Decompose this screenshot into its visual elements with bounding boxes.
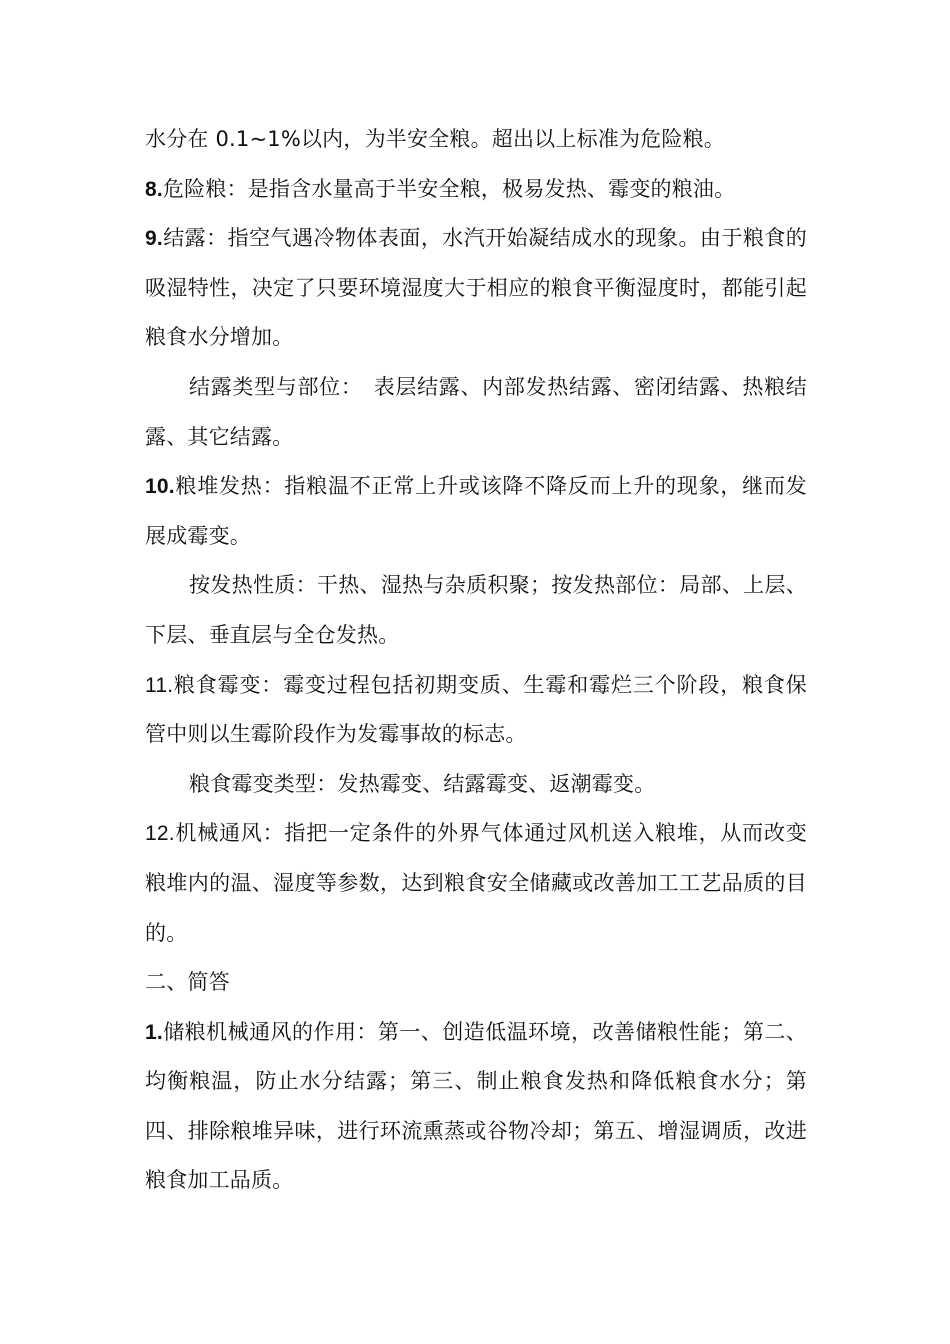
paragraph-text: 危险粮：是指含水量高于半安全粮，极易发热、霉变的粮油。 [162,176,736,201]
item-number: 12. [145,822,175,846]
paragraph-text: 粮食霉变：霉变过程包括初期变质、生霉和霉烂三个阶段，粮食保管中则以生霉阶段作为发霉事故的标志。 [145,672,807,747]
section-heading-text: 二、简答 [145,970,230,995]
paragraph-text: 按发热性质：干热、湿热与杂质积聚；按发热部位：局部、上层、下层、垂直层与全仓发热。 [145,573,807,647]
item-number: 9. [145,227,163,251]
paragraph-text: 结露类型与部位： 表层结露、内部发热结露、密闭结露、热粮结露、其它结露。 [145,374,807,449]
paragraph-item-11-grain-mildew [145,661,807,760]
document-body [145,115,807,1206]
paragraph-text: 储粮机械通风的作用：第一、创造低温环境，改善储粮性能；第二、均衡粮温，防止水分结露；第三、制止粮食发热和降低粮食水分；第四、排除粮堆异味，进行环流熏蒸或谷物冷却；第五、增湿调质，改进粮食加工品质。 [145,1019,807,1193]
paragraph-text: 机械通风：指把一定条件的外界气体通过风机送入粮堆，从而改变粮堆内的温、湿度等参数，达到粮食安全储藏或改善加工工艺品质的目的。 [145,821,807,945]
paragraph-condensation-types [145,363,807,462]
item-number: 1. [145,1020,163,1044]
paragraph-mildew-types [145,760,807,810]
paragraph-item-9-condensation [145,214,807,363]
paragraph-text: 粮食霉变类型：发热霉变、结露霉变、返潮霉变。 [189,771,656,796]
paragraph-item-12-mechanical-ventilation [145,809,807,958]
paragraph-answer-1-ventilation-functions [145,1008,807,1206]
paragraph-heating-types [145,561,807,660]
paragraph-item-10-grain-heating [145,462,807,561]
section-heading-short-answer [145,958,807,1008]
paragraph-text: 粮堆发热：指粮温不正常上升或该降不降反而上升的现象，继而发展成霉变。 [145,474,807,548]
paragraph-text: 结露：指空气遇冷物体表面，水汽开始凝结成水的现象。由于粮食的吸湿特性，决定了只要环境湿度大于相应的粮食平衡湿度时，都能引起粮食水分增加。 [145,226,807,350]
item-number: 11. [145,673,174,697]
paragraph-text: 水分在 0.1~1%以内，为半安全粮。超出以上标准为危险粮。 [145,127,725,151]
paragraph-moisture-semi-safe [145,115,807,165]
paragraph-item-8-dangerous-grain [145,165,807,215]
item-number: 10. [145,475,175,499]
item-number: 8. [145,177,163,201]
